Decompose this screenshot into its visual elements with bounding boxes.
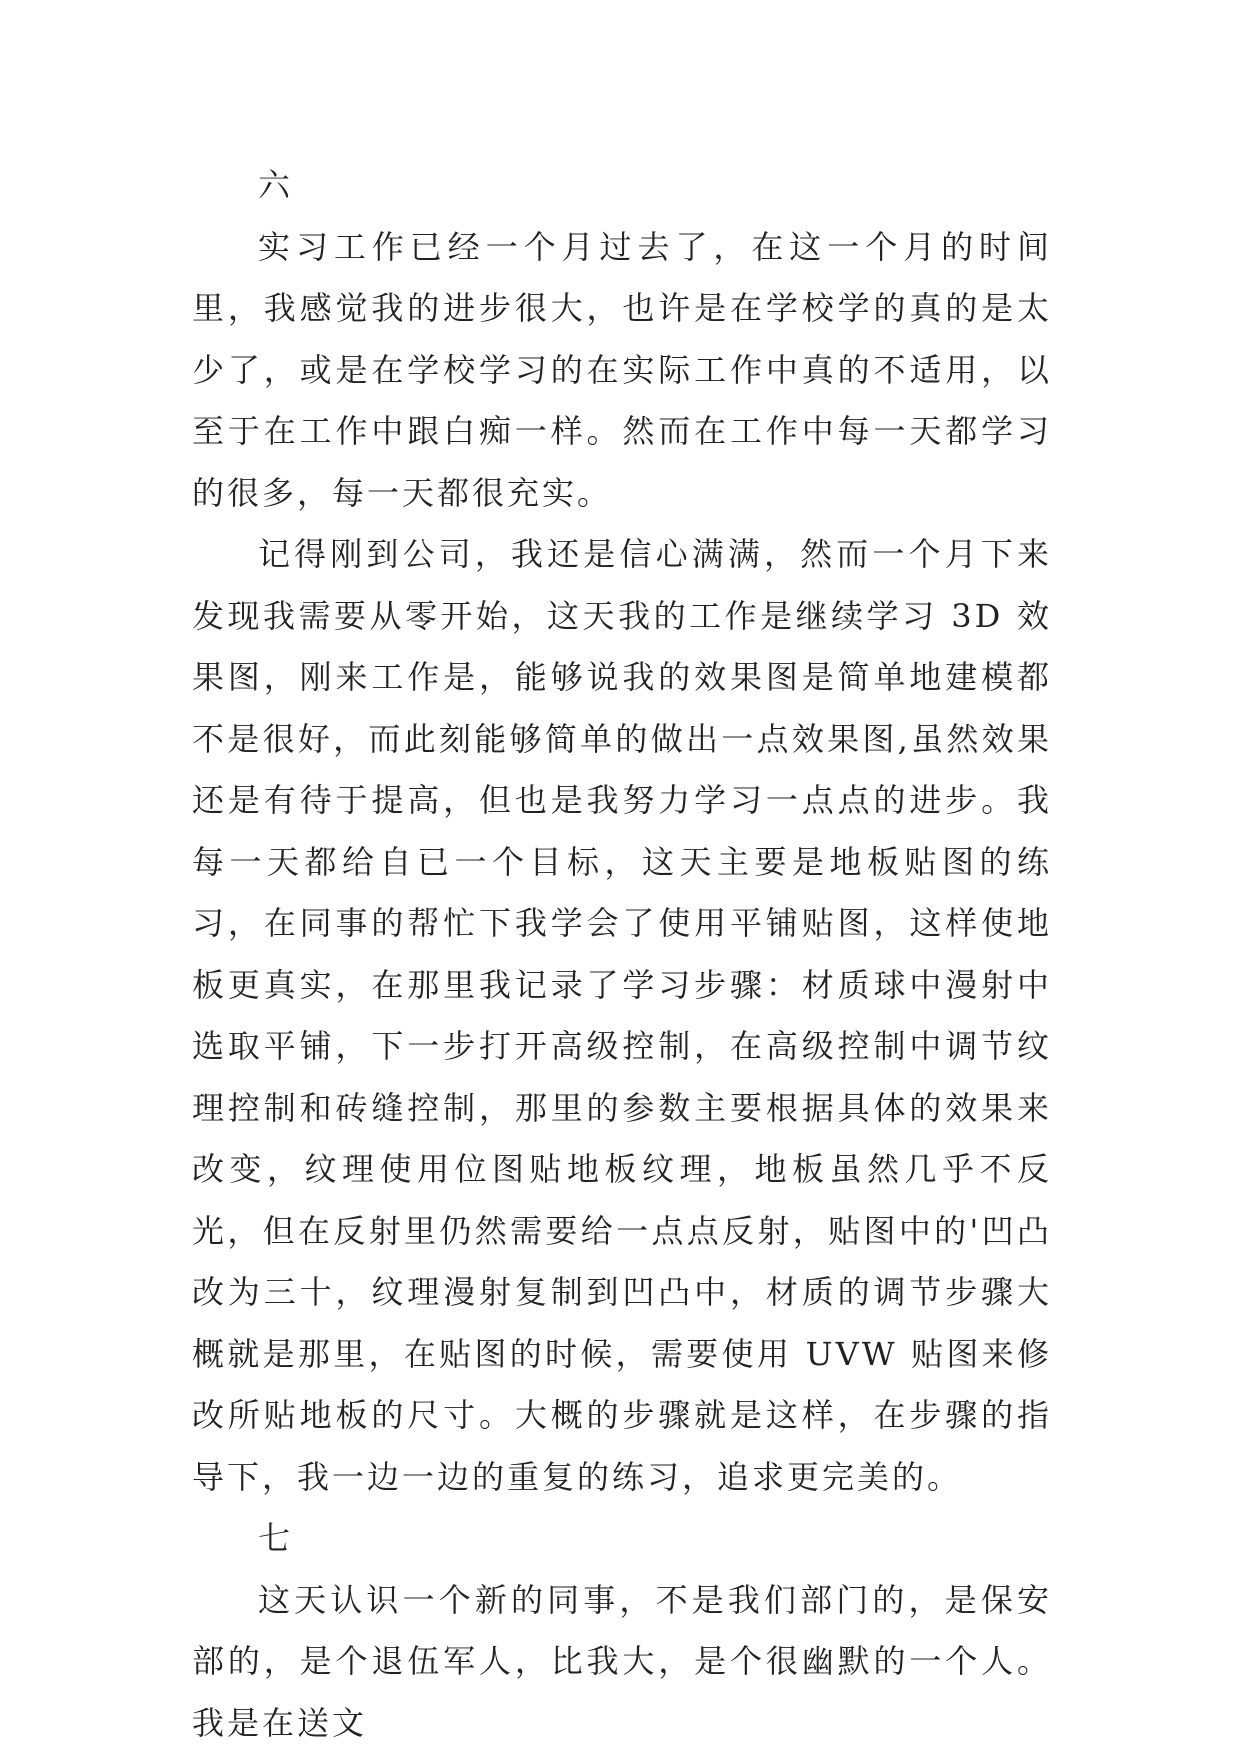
paragraph-new-colleague: 这天认识一个新的同事，不是我们部门的，是保安部的，是个退伍军人，比我大，是个很幽默的一个人。我是在送文: [192, 1580, 1052, 1742]
section-heading-7: 七: [258, 1519, 294, 1557]
section-heading-6: 六: [258, 166, 294, 204]
paragraph-intro: 实习工作已经一个月过去了，在这一个月的时间里，我感觉我的进步很大，也许是在学校学的真的是太少了，或是在学校学习的在实际工作中真的不适用，以至于在工作中跟白痴一样。然而在工作中每一天都学习的很多，每一天都很充实。: [192, 227, 1052, 512]
document-body: [192, 155, 1052, 1754]
paragraph-3d-rendering: 记得刚到公司，我还是信心满满，然而一个月下来发现我需要从零开始，这天我的工作是继续学习 3D 效果图，刚来工作是，能够说我的效果图是简单地建模都不是很好，而此刻能够简单的做出一点效果图,虽然效果还是有待于提高，但也是我努力学习一点点的进步。我每一天都给自已一个目标，这天主要是地板贴图的练习，在同事的帮忙下我学会了使用平铺贴图，这样使地板更真实，在那里我记录了学习步骤：材质球中漫射中选取平铺，下一步打开高级控制，在高级控制中调节纹理控制和砖缝控制，那里的参数主要根据具体的效果来改变，纹理使用位图贴地板纹理，地板虽然几乎不反光，但在反射里仍然需要给一点点反射，贴图中的'凹凸改为三十，纹理漫射复制到凹凸中，材质的调节步骤大概就是那里，在贴图的时候，需要使用 UVW 贴图来修改所贴地板的尺寸。大概的步骤就是这样，在步骤的指导下，我一边一边的重复的练习，追求更完美的。: [192, 535, 1052, 1496]
